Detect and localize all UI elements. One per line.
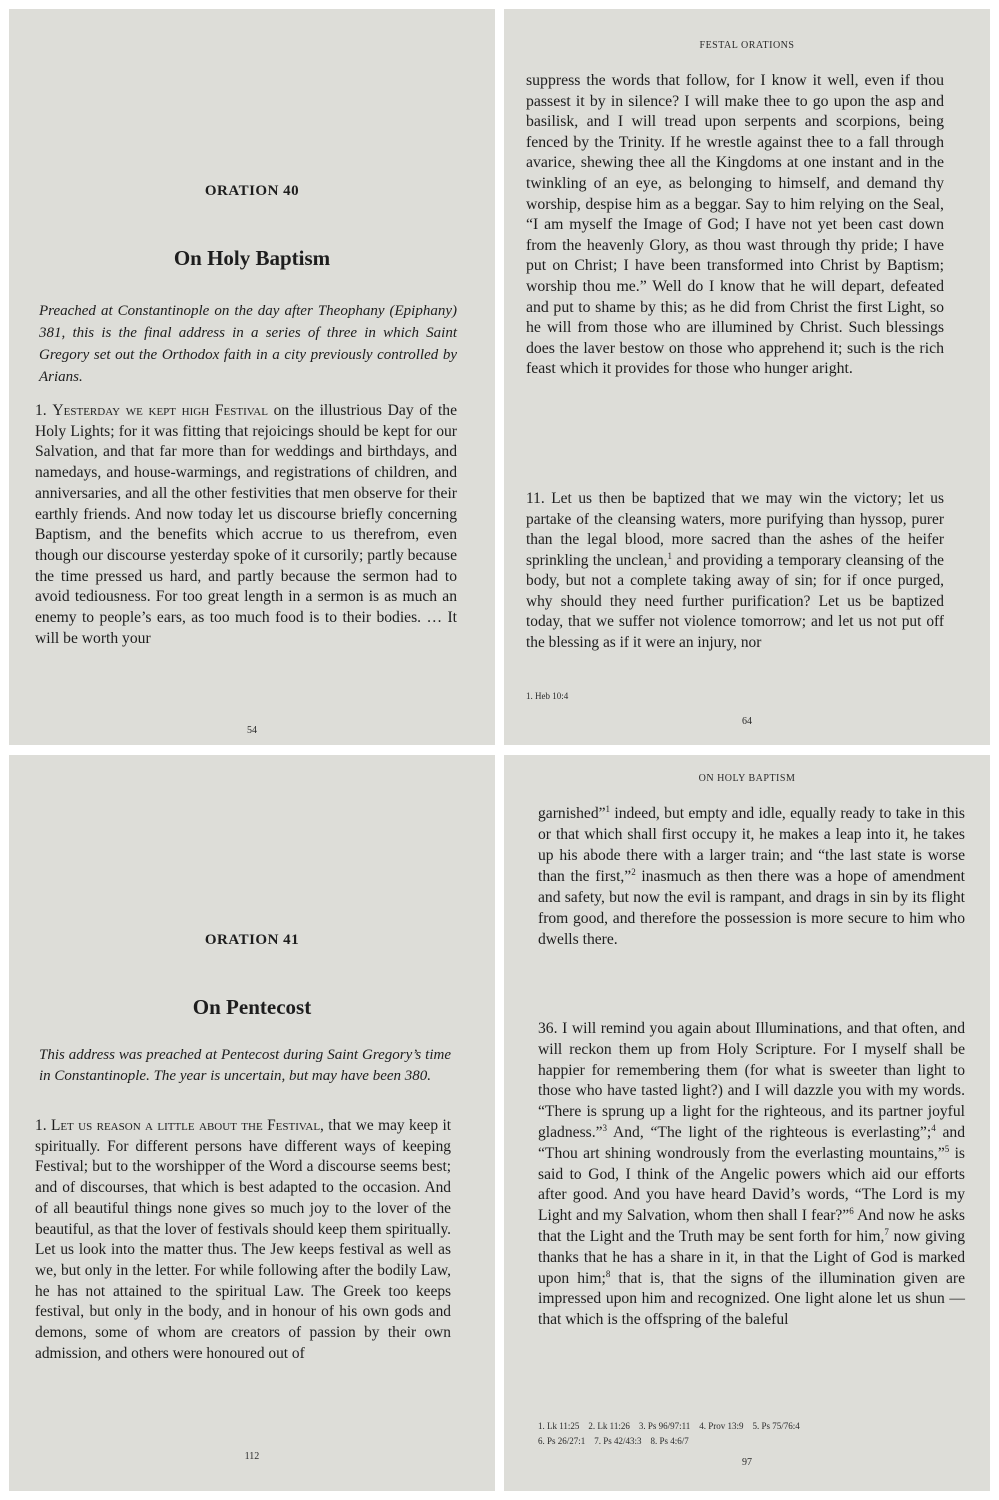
paragraph-lead: Let us reason a little about the Festival	[50, 1117, 321, 1134]
oration-title: On Pentecost	[192, 995, 312, 1019]
footnote-ref: 7	[884, 1226, 889, 1237]
footnote-ref: 1	[667, 550, 673, 561]
running-head: ON HOLY BAPTISM	[698, 773, 796, 784]
book-page-64	[504, 9, 990, 745]
oration-title: On Holy Baptism	[173, 246, 331, 270]
running-head: FESTAL ORATIONS	[699, 40, 795, 51]
page-number: 54	[247, 725, 257, 736]
page-number: 97	[742, 1457, 752, 1468]
footnote-ref: 3	[602, 1122, 608, 1133]
oration-heading: ORATION 41	[204, 932, 300, 948]
book-page-97	[504, 755, 990, 1491]
paragraph-lead: Yesterday we kept high Festival	[52, 402, 268, 419]
paragraph-continued: garnished”$^1$ indeed, but empty and idle, equally ready to take in this or that which shall first occupy it, he makes a leap into it, he takes up his abode there with a larger train; and “the last state is worse than the first,”$^2$ inasmuch as then there was a hope of amendment and safety, but now the evil is rampant, and drags in sin by its flight from good, and therefore the possession is more secure to him who dwells there.	[538, 803, 965, 948]
book-page-112	[9, 755, 495, 1491]
footnote: 1. Heb 10:4	[526, 691, 569, 701]
footnote-ref: 5	[944, 1143, 950, 1154]
book-page-54	[9, 9, 495, 745]
paragraph-36: 36. I will remind you again about Illuminations, and that often, and will reckon them up from Holy Scripture. For I myself shall be happier for remembering them (for what is sweeter than light to those who have tasted light?) and I will dazzle you with my words. “There is sprung up a light for the righteous, and its partner joyful gladness.”$^3$ And, “The light of the righteous is everlasting”;$^4$ and “Thou art shining wondrously from the everlasting mountains,”$^5$ is said to God, I think of the Angelic powers which aid our efforts after good. And you have heard David’s words, “The Lord is my Light and my Salvation, whom then shall I fear?”$^6$ And now he asks that the Light and the Truth may be sent forth for him,$^7$ now giving thanks that he has a share in it, in that the Light of God is marked upon him;$^8$ that is, that the signs of the illumination given are impressed upon him and recognized. One light alone let us shun — that which is the offspring of the baleful	[538, 1020, 965, 1329]
oration-heading: ORATION 40	[204, 183, 300, 199]
footnote-ref: 4	[931, 1122, 936, 1133]
paragraph-continued: suppress the words that follow, for I know it well, even if thou passest it by in silence? I will make thee to go upon the asp and basilisk, and I will tread upon serpents and scorpions, being fenced by the Trinity. If he wrestle against thee to a fall through avarice, shewing thee all the Kingdoms at one instant and in the twinkling of an eye, as belonging to himself, and demand thy worship, despise him as a beggar. Say to him relying on the Seal, “I am myself the Image of God; I have not yet been cast down from the heavenly Glory, as thou wast through thy pride; I have put on Christ; I have been transformed into Christ by Baptism; worship thou me.” Well do I know that he will depart, defeated and put to shame by this; as he did from Christ the first Light, so he will from those who are illumined by Christ. Such blessings does the laver bestow on those who apprehend it; such is the rich feast which it provides for those who hunger aright.	[526, 72, 944, 378]
footnote-ref: 8	[605, 1268, 611, 1279]
page-number: 112	[244, 1451, 260, 1462]
footnote-ref: 6	[849, 1205, 854, 1216]
oration-intro: Preached at Constantinople on the day after Theophany (Epiphany) 381, this is the final address in a series of three in which Saint Gregory set out the Orthodox faith in a city previously controlled by Arians.	[39, 303, 457, 385]
paragraph-1: 1. Yesterday we kept high Festival on the illustrious Day of the Holy Lights; for it was fitting that rejoicings should be kept for our Salvation, and that far more than for weddings and birthdays, and namedays, and house-warmings, and registrations of children, and anniversaries, and all the other festivities that men observe for their earthly friends. And now today let us discourse briefly concerning Baptism, and the benefits which accrue to us therefrom, even though our discourse yesterday spoke of it cursorily; partly because the time pressed us hard, and partly because the sermon had to avoid tediousness. For too great length in a sermon is as much an enemy to people’s ears, as too much food is to their bodies. … It will be worth your	[35, 402, 458, 647]
oration-intro: This address was preached at Pentecost during Saint Gregory’s time in Constantinople. The year is uncertain, but may have been 380.	[39, 1047, 451, 1084]
footnotes-line-2: 6. Ps 26/27:1 7. Ps 42/43:3 8. Ps 4:6/7	[538, 1436, 689, 1446]
footnotes-line-1: 1. Lk 11:25 2. Lk 11:26 3. Ps 96/97:11 4. Prov 13:9 5. Ps 75/76:4	[538, 1421, 800, 1431]
paragraph-11: 11. Let us then be baptized that we may win the victory; let us partake of the cleansing waters, more purifying than hyssop, purer than the legal blood, more sacred than the ashes of the heifer sprinkling the unclean,$^1$ and providing a temporary cleansing of the body, but not a complete taking away of sin; for if once purged, why should they need further purification? Let us be baptized today, that we suffer not violence tomorrow; and let us not put off the blessing as if it were an injury, nor	[526, 490, 945, 651]
paragraph-1: 1. Let us reason a little about the Festival, that we may keep it spiritually. For different persons have different ways of keeping Festival; but to the worshipper of the Word a discourse seems best; and of discourses, that which is best adapted to the occasion. And of all beautiful things none gives so much joy to the lover of the beautiful, as that the lover of festivals should keep them spiritually. Let us look into the matter thus. The Jew keeps festival as well as we, but only in the letter. For while following after the bodily Law, he has not attained to the spiritual Law. The Greek too keeps festival, but only in the body, and in honour of his own gods and demons, some of whom are creators of passion by their own admission, and others were honoured out of	[35, 1117, 451, 1362]
footnotes	[538, 1419, 970, 1449]
footnote-ref: 1	[605, 803, 611, 814]
footnote-ref: 2	[631, 866, 636, 877]
page-number: 64	[742, 716, 752, 727]
